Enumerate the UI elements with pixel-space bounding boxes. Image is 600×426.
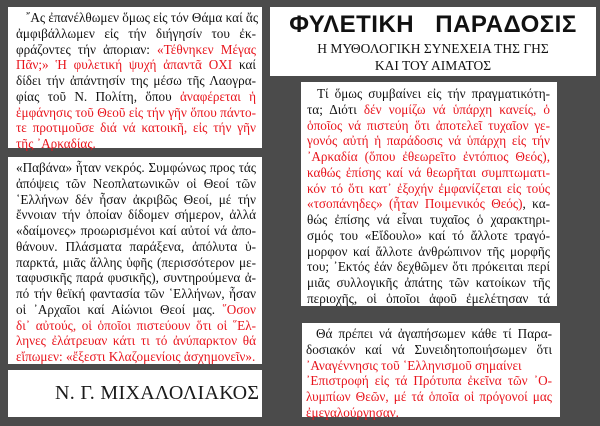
highlighted-text: δι᾿ αὐτούς, οἱ ὁποῖοι πιστεύουν ὅτι οἱ ῞Ελ- [16, 317, 256, 333]
body-text: δοσιακόν καί νά Συνειδητοποιήσωμεν ὅτι [306, 341, 552, 357]
text-line [16, 120, 256, 136]
text-line [307, 259, 550, 275]
text-line [307, 118, 550, 134]
article-excerpt-thamas [8, 7, 262, 151]
body-text: οἱ ᾿Αρχαῖοι καί Αἰώνιοι Θεοί μας. [16, 301, 223, 317]
text-line [16, 192, 256, 208]
article-excerpt-pavana [8, 157, 262, 364]
highlighted-text: λυμπίων Θεῶν, μέ τά ὁποῖα οἱ πρόγονοί μας [306, 389, 552, 404]
body-text: φράζοντες τήν ἀποριαν: [16, 41, 158, 57]
subtitle-line-1: Η ΜΥΘΟΛΟΓΙΚΗ ΣΥΝΕΧΕΙΑ ΤΗΣ ΓΗΣ [317, 41, 549, 56]
text-line [307, 149, 550, 165]
text-line [307, 86, 550, 102]
author-name: Ν. Γ. ΜΙΧΑΛΟΛΙΑΚΟΣ [55, 382, 260, 404]
highlighted-text: «Τέθνηκεν Μέγας [157, 41, 256, 57]
body-text: θάνουν. Πλάσματα παράξενα, ἀπόλυτα ὑ- [16, 238, 256, 254]
author-signature-box [8, 370, 262, 417]
body-text: μιᾶς συλλογικῆς ἀπάτης τῶν κατοίκων τῆς [307, 275, 550, 290]
body-text: καί [232, 57, 256, 73]
highlighted-text: ἀναφέρεται ἡ [179, 88, 256, 104]
text-line [16, 349, 256, 365]
text-line [16, 239, 256, 255]
body-text: παρκτά, μιᾶς ἄλλης ὑφῆς (περισσότερον με- [16, 254, 256, 270]
highlighted-text: ἐμεγαλούργησαν. [306, 404, 399, 420]
text-line [16, 255, 256, 271]
text-line [306, 373, 552, 389]
body-text: του; ᾿Εκτός ἐάν δεχθῶμεν ὅτι πρόκειται περί [307, 259, 550, 275]
text-line [16, 318, 256, 334]
body-text: πό τήν θεϊκή φαντασία τῶν ῾Ελλήνων, ἦσαν [16, 286, 256, 301]
text-line [307, 133, 550, 149]
body-text: ῾Ελλήνων δέν ἦσαν ἀκριβῶς Θεοί, μέ τήν [16, 191, 256, 207]
text-line [16, 302, 256, 318]
text-line [16, 10, 259, 26]
text-line [16, 73, 256, 89]
text-line [306, 405, 552, 421]
text-line [306, 326, 552, 342]
body-text: «δαίμονες» προωρισμένοι καί αὐτοί νά ἀπο- [16, 223, 256, 238]
highlighted-text: ῞Οσον [222, 301, 256, 317]
highlighted-text: κόν τό ὅτι κατ᾿ ἐξοχήν ἐμφανίζεται εἰς τούς [307, 180, 550, 196]
text-line [16, 160, 256, 176]
text-line [307, 196, 550, 212]
body-text: ἔννοιαν τήν ὁποίαν δίδομεν σήμερον, ἀλλά [16, 207, 256, 223]
text-line [306, 342, 552, 358]
highlighted-text: ἐμφάνησις τοῦ Θεοῦ εἰς τήν γῆν ὅπου πάντο- [16, 104, 256, 120]
text-line [307, 228, 550, 244]
text-line [307, 244, 550, 260]
text-line [16, 26, 256, 42]
body-text: περιοχῆς, οἱ ὁποῖοι ἀφοῦ ἐμελέτησαν τά [307, 290, 550, 306]
text-line [16, 136, 256, 152]
text-line [307, 181, 550, 197]
article-excerpt-arcadia [301, 82, 557, 306]
body-text: «Παβάνα» ἦταν νεκρός. Συμφώνως προς τάς [16, 160, 256, 175]
body-text: τα; Διότι [307, 101, 364, 117]
body-text: Θά πρέπει νά ἀγαπήσωμεν κάθε τί Παρα- [316, 326, 552, 341]
highlighted-text: εἴπωμεν: «ἔξεστι Κλαζομενίοις ἀσχημονεῖν». [16, 349, 256, 364]
highlighted-text: γονός αὐτή ἡ παράδοσις νά ὑπάρχη εἰς τήν [307, 133, 550, 149]
text-line [307, 102, 550, 118]
body-text: ἀπόψεις τῶν Νεοπλατωνικῶν οἱ Θεοί τῶν [16, 175, 256, 191]
highlighted-text: ληνες ἐλάτρευαν κάτι τι τό ἀνύπαρκτον θά [16, 333, 256, 349]
text-line [306, 389, 552, 405]
text-line [307, 291, 550, 307]
body-text: ταφυσικῆς παρά φυσικῆς), συντηρούμενα ἀ- [16, 270, 256, 286]
highlighted-text: ὁποῖος νά πιστεύη ὅτι ἀποτελεῖ τυχαῖον γε- [307, 117, 550, 133]
highlighted-text: δέν νομίζω νά ὑπάρχη κανείς, ὁ [363, 101, 551, 117]
highlighted-text: ᾿Αρκαδία (ὅπου ἐθεωρεῖτο ἐντόπιος Θεός), [307, 149, 550, 164]
highlighted-text: τῆς ᾿Αρκαδίας. [16, 136, 96, 151]
text-line [16, 57, 256, 73]
body-text: Τί ὅμως συμβαίνει εἰς τήν πραγματικότη- [317, 86, 550, 101]
text-line [16, 207, 256, 223]
text-line [16, 270, 256, 286]
body-text: φίας τοῦ Ν. Πολίτη, ὅπου [16, 88, 180, 104]
highlighted-text: τε προτιμοῦσε διά νά κατοικῆ, εἰς τήν γῆν [16, 120, 256, 136]
text-line [16, 105, 256, 121]
article-excerpt-conclusion [302, 323, 560, 420]
subtitle-line-2: ΚΑΙ ΤΟΥ ΑΙΜΑΤΟΣ [374, 58, 492, 73]
text-line [307, 165, 550, 181]
body-text: , κα- [522, 196, 550, 212]
text-line [16, 42, 256, 58]
text-line [306, 358, 552, 374]
title-box [270, 7, 596, 76]
body-text: μορφον καί ἄλλοτε ἀνθρώπινον τῆς μορφῆς [307, 243, 550, 259]
highlighted-text: καθώς ἐπίσης καί νά θεωρῆται συμπτωματι- [307, 164, 550, 180]
body-text: δίδει τήν ἀπάντησίν της μέσω τῆς Λαογρα- [16, 73, 256, 88]
text-line [16, 286, 256, 302]
highlighted-text: «τσοπάνηδες» (ἦταν Ποιμενικός Θεός) [307, 196, 523, 212]
page-title: ΦΥΛΕΤΙΚΗ ΠΑΡΑΔΟΣΙΣ [289, 11, 577, 38]
text-line [16, 223, 256, 239]
text-line [307, 275, 550, 291]
highlighted-text: ᾿Επιστροφή εἰς τά Πρότυπα ἐκεῖνα τῶν ᾿Ο- [306, 373, 552, 389]
body-text: ἀμφιβάλλωμεν εἰς τήν διήγησίν του ἐκ- [16, 25, 256, 41]
text-line [16, 89, 256, 105]
highlighted-text: Πᾶν;» Ἡ φυλετική ψυχή ἀπαντᾶ ΟΧΙ [16, 57, 233, 73]
text-line [16, 333, 256, 349]
text-line [16, 176, 256, 192]
body-text: ῎Ας ἐπανέλθωμεν ὅμως εἰς τόν Θάμα καί ἄς [26, 10, 259, 25]
body-text: θώς ἐπίσης νά εἶναι τυχαῖος ὁ χαρακτηρι- [307, 212, 550, 227]
text-line [307, 212, 550, 228]
body-text: σμός του «Εἴδουλο» καί τό ἄλλοτε τραγό- [307, 227, 550, 243]
highlighted-text: ᾿Αναγέννησις τοῦ ῾Ελληνισμοῦ σημαίνει [306, 357, 522, 373]
